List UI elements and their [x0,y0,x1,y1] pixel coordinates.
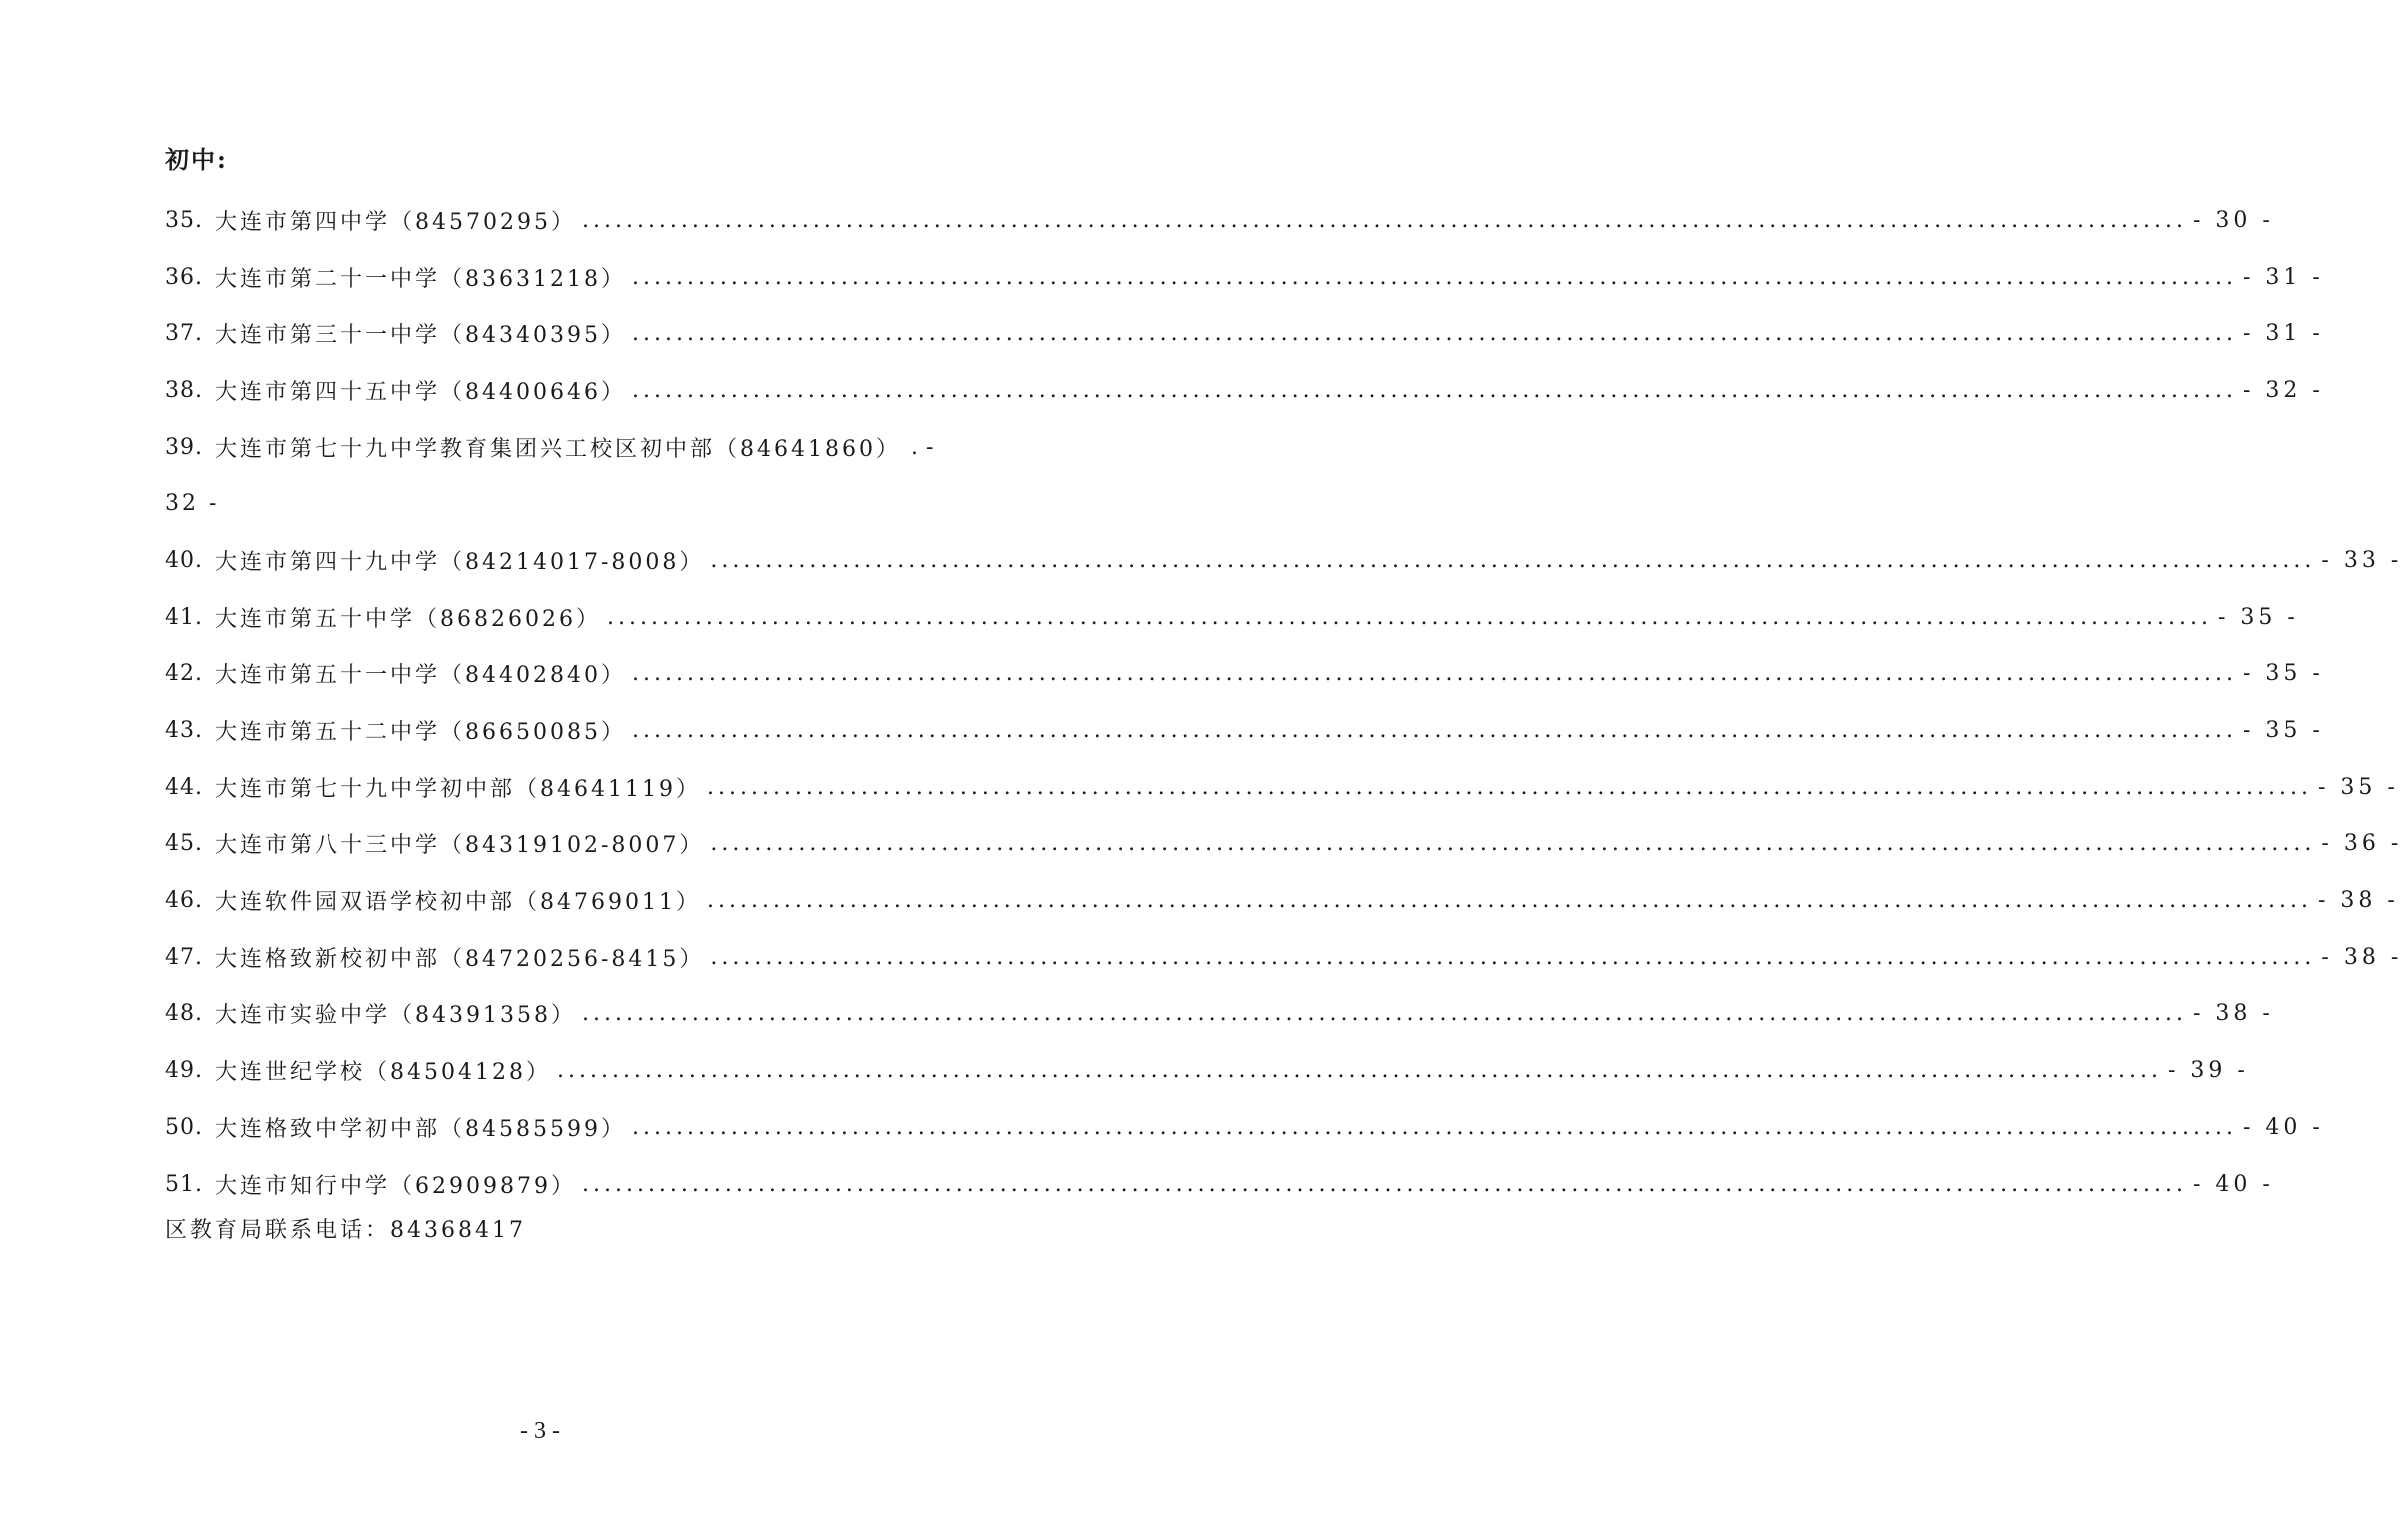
toc-entry-number: 39. [165,434,203,460]
toc-entry-43[interactable] [165,702,2324,759]
toc-dot-leader [582,208,2187,233]
toc-entry-name: 大连市第八十三中学（84319102-8007） [215,833,705,859]
toc-entry-page: - 40 - [2193,1171,2274,1197]
toc-entry-name: 大连市第七十九中学教育集团兴工校区初中部（84641860） [215,436,901,462]
toc-entry-48[interactable] [165,986,2274,1043]
toc-dot-leader [632,661,2237,686]
toc-entry-name: 大连市第五十一中学（84402840） [215,663,626,689]
toc-entry-page: - 35 - [2318,774,2399,800]
toc-entry-number: 51. [165,1171,203,1197]
toc-entry-name: 大连市第五十中学（86826026） [215,606,601,632]
toc-entry-51[interactable] [165,1156,2274,1213]
toc-entry-42[interactable] [165,646,2324,703]
toc-entry-page: - 32 - [2243,377,2324,403]
toc-dot-leader [707,775,2312,800]
toc-entry-number: 46. [165,888,203,914]
toc-dot-leader [582,1001,2187,1026]
toc-entry-40[interactable] [165,532,2402,589]
toc-entry-number: 43. [165,718,203,744]
toc-entry-39-continuation [165,475,917,532]
toc-entry-page: - 38 - [2318,888,2399,914]
toc-entry-name: 大连市第五十二中学（86650085） [215,720,626,746]
toc-entry-number: 38. [165,377,203,403]
toc-dot-leader [710,831,2315,856]
toc-entry-page: - 31 - [2243,321,2324,347]
toc-entry-page: - 40 - [2243,1114,2324,1140]
toc-entry-page-continued: 32 - [165,491,220,517]
toc-entry-name: 大连市第三十一中学（84340395） [215,323,626,349]
toc-dot-leader [632,321,2237,346]
table-of-contents [165,192,2402,1212]
toc-entry-name: 大连市知行中学（62909879） [215,1173,576,1199]
toc-dot-leader [632,718,2237,743]
toc-entry-name: 大连市实验中学（84391358） [215,1003,576,1029]
toc-entry-page: - 38 - [2321,944,2402,970]
toc-entry-name: 大连软件园双语学校初中部（84769011） [215,890,701,916]
toc-entry-number: 42. [165,661,203,687]
toc-entry-number: 45. [165,831,203,857]
toc-dot-leader [707,888,2312,913]
toc-entry-page: - 30 - [2193,207,2274,233]
toc-entry-page: - 35 - [2218,604,2299,630]
toc-dot-leader [710,945,2315,970]
toc-entry-50[interactable] [165,1099,2324,1156]
toc-entry-number: 48. [165,1001,203,1027]
toc-entry-page: - 36 - [2321,831,2402,857]
toc-dot-leader [582,1172,2187,1197]
toc-entry-name: 大连市第四十九中学（84214017-8008） [215,549,705,575]
toc-entry-page: - 35 - [2243,661,2324,687]
toc-entry-number: 50. [165,1114,203,1140]
toc-entry-45[interactable] [165,816,2402,873]
toc-entry-number: 35. [165,207,203,233]
toc-entry-35[interactable] [165,192,2274,249]
section-title: 初中: [165,145,228,174]
toc-entry-name: 大连格致新校初中部（84720256-8415） [215,946,705,972]
toc-entry-46[interactable] [165,872,2399,929]
toc-entry-number: 49. [165,1058,203,1084]
toc-entry-name: 大连市第四十五中学（84400646） [215,379,626,405]
toc-dot-leader [557,1058,2162,1083]
toc-entry-number: 37. [165,321,203,347]
toc-entry-44[interactable] [165,759,2399,816]
toc-entry-number: 41. [165,604,203,630]
toc-entry-number: 40. [165,547,203,573]
toc-entry-number: 36. [165,264,203,290]
toc-entry-page: - 31 - [2243,264,2324,290]
toc-entry-page: - 38 - [2193,1001,2274,1027]
toc-dot-leader [632,378,2237,403]
toc-entry-page: - 33 - [2321,547,2402,573]
toc-entry-number: 44. [165,774,203,800]
toc-entry-page: - 39 - [2168,1058,2249,1084]
toc-entry-39[interactable] [165,419,938,476]
toc-entry-37[interactable] [165,305,2324,362]
toc-entry-36[interactable] [165,249,2324,306]
toc-dot-leader [710,548,2315,573]
toc-entry-page-head: - [925,434,938,460]
toc-dot-leader [632,1115,2237,1140]
toc-dot-leader [607,605,2212,630]
toc-entry-number: 47. [165,944,203,970]
toc-dot-leader [632,265,2237,290]
toc-entry-name: 大连世纪学校（84504128） [215,1060,551,1086]
toc-entry-name: 大连格致中学初中部（84585599） [215,1116,626,1142]
toc-entry-name: 大连市第七十九中学初中部（84641119） [215,776,701,802]
contact-phone: 区教育局联系电话：84368417 [165,1218,526,1243]
toc-entry-38[interactable] [165,362,2324,419]
toc-entry-page: - 35 - [2243,718,2324,744]
toc-entry-name: 大连市第四中学（84570295） [215,209,576,235]
toc-entry-name: 大连市第二十一中学（83631218） [215,266,626,292]
toc-dot-leader [911,435,922,460]
toc-entry-41[interactable] [165,589,2299,646]
toc-entry-49[interactable] [165,1042,2249,1099]
page-number: - 3 - [520,1418,560,1444]
toc-entry-47[interactable] [165,929,2402,986]
